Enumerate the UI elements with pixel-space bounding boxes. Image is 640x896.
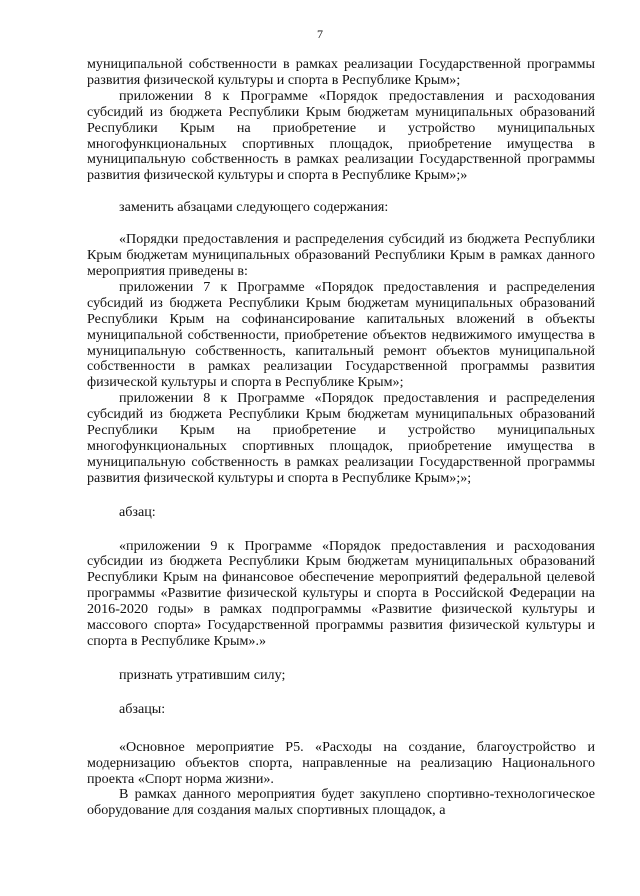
paragraph: абзацы: bbox=[119, 700, 166, 717]
page-number: 7 bbox=[317, 27, 323, 41]
paragraph: «приложении 9 к Программе «Порядок предоставления и расходования субсидии из бюджета Республики Крым бюджетам муниципальных образований Республики Крым на финансовое обеспечение мероприятий федеральной целевой программы «Развитие физической культуры и спорта в Российской Федерации на 2016-2020 годы» в рамках подпрограммы «Развитие физической культуры и массового спорта» Государственной программы развития физической культуры и спорта в Республике Крым».» bbox=[87, 537, 595, 649]
paragraph: абзац: bbox=[119, 503, 156, 520]
paragraph: приложении 8 к Программе «Порядок предоставления и распределения субсидий из бюджета Республики Крым бюджетам муниципальных образований Республики Крым на приобретение и устройство муниципальных многофункциональных спортивных площадок, приобретение имущества в муниципальную собственность в рамках реализации Государственной программы развития физической культуры и спорта в Республике Крым»;»; bbox=[87, 390, 595, 486]
document-body bbox=[87, 57, 595, 819]
paragraph: муниципальной собственности в рамках реализации Государственной программы развития физической культуры и спорта в Республике Крым»; bbox=[87, 56, 595, 88]
paragraph: «Порядки предоставления и распределения субсидий из бюджета Республики Крым бюджетам муниципальных образований Республики Крым в рамках данного мероприятия приведены в: bbox=[87, 231, 595, 279]
paragraph: приложении 7 к Программе «Порядок предоставления и распределения субсидий из бюджета Республики Крым бюджетам муниципальных образований Республики Крым на софинансирование капитальных вложений в объекты муниципальной собственности, приобретение объектов недвижимого имущества в муниципальную собственность, капитальный ремонт объектов муниципальной собственности в рамках реализации Государственной программы развития физической культуры и спорта в Республике Крым»; bbox=[87, 278, 595, 391]
paragraph: «Основное мероприятие Р5. «Расходы на создание, благоустройство и модернизацию объектов спорта, направленные на реализацию Национального проекта «Спорт норма жизни». bbox=[87, 738, 595, 787]
paragraph: В рамках данного мероприятия будет закуплено спортивно-технологическое оборудование для создания малых спортивных площадок, а bbox=[87, 786, 595, 819]
paragraph: заменить абзацами следующего содержания: bbox=[119, 199, 389, 216]
paragraph: признать утратившим силу; bbox=[119, 666, 286, 683]
paragraph: приложении 8 к Программе «Порядок предоставления и расходования субсидий из бюджета Республики Крым бюджетам муниципальных образований Республики Крым на приобретение и устройство муниципальных многофункциональных спортивных площадок, приобретение имущества в муниципальную собственность в рамках реализации Государственной программы развития физической культуры и спорта в Республике Крым»;» bbox=[87, 87, 595, 184]
